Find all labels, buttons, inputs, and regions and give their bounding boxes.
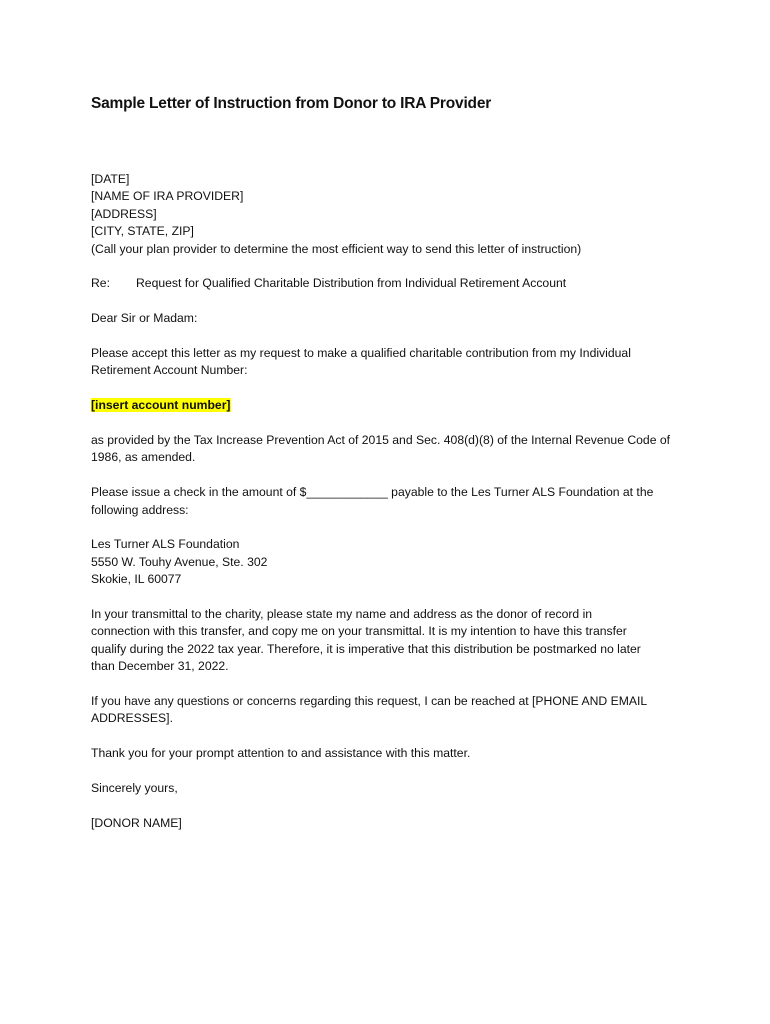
- paragraph-line: than December 31, 2022.: [91, 659, 229, 674]
- paragraph-line: as provided by the Tax Increase Prevention Act of 2015 and Sec. 408(d)(8) of the Internal Revenue Code of: [91, 433, 671, 448]
- recipient-block: [91, 171, 691, 258]
- account-number-block: [91, 397, 691, 414]
- paragraph-line: ADDRESSES].: [91, 711, 173, 726]
- account-number-placeholder: [insert account number]: [91, 398, 231, 413]
- paragraph-line: Retirement Account Number:: [91, 363, 248, 378]
- subject-text: Request for Qualified Charitable Distribution from Individual Retirement Account: [136, 276, 567, 291]
- paragraph-line: connection with this transfer, and copy me on your transmittal. It is my intention to have this transfer: [91, 624, 627, 639]
- paragraph-line: In your transmittal to the charity, please state my name and address as the donor of record in: [91, 607, 593, 622]
- charity-street: 5550 W. Touhy Avenue, Ste. 302: [91, 554, 268, 569]
- subject-label: Re:: [91, 276, 110, 291]
- paragraph-line: following address:: [91, 502, 189, 517]
- closing-text: Sincerely yours,: [91, 781, 178, 796]
- date-placeholder: [DATE]: [91, 172, 130, 186]
- paragraph-line: Please accept this letter as my request to make a qualified charitable contribution from my Individual: [91, 346, 631, 361]
- subject-line: [91, 275, 691, 292]
- paragraph-line: Thank you for your prompt attention to and assistance with this matter.: [91, 746, 471, 761]
- provider-note: (Call your plan provider to determine the most efficient way to send this letter of instruction): [91, 241, 582, 256]
- charity-address-block: [91, 536, 691, 588]
- paragraph-line: Please issue a check in the amount of $____________ payable to the Les Turner ALS Foundation at the: [91, 485, 654, 500]
- thanks-paragraph: [91, 745, 691, 762]
- letter-body: [91, 171, 691, 850]
- check-amount-paragraph: [91, 484, 691, 519]
- charity-city: Skokie, IL 60077: [91, 572, 182, 587]
- paragraph-line: If you have any questions or concerns regarding this request, I can be reached at [PHONE AND EMAIL: [91, 694, 648, 709]
- charity-name: Les Turner ALS Foundation: [91, 537, 240, 552]
- donor-name-placeholder: [DONOR NAME]: [91, 815, 182, 830]
- city-state-zip-placeholder: [CITY, STATE, ZIP]: [91, 224, 194, 239]
- paragraph-line: qualify during the 2022 tax year. Therefore, it is imperative that this distribution be postmarked no later: [91, 641, 641, 656]
- contact-paragraph: [91, 693, 691, 728]
- salutation-text: Dear Sir or Madam:: [91, 311, 198, 326]
- closing: [91, 780, 691, 797]
- legal-reference-paragraph: [91, 432, 691, 467]
- address-placeholder: [ADDRESS]: [91, 206, 157, 221]
- provider-name-placeholder: [NAME OF IRA PROVIDER]: [91, 189, 244, 204]
- document-title: Sample Letter of Instruction from Donor to IRA Provider: [91, 95, 492, 112]
- transmittal-paragraph: [91, 606, 691, 676]
- request-paragraph: [91, 345, 691, 380]
- salutation: [91, 310, 691, 327]
- signature: [91, 815, 691, 832]
- paragraph-line: 1986, as amended.: [91, 450, 196, 465]
